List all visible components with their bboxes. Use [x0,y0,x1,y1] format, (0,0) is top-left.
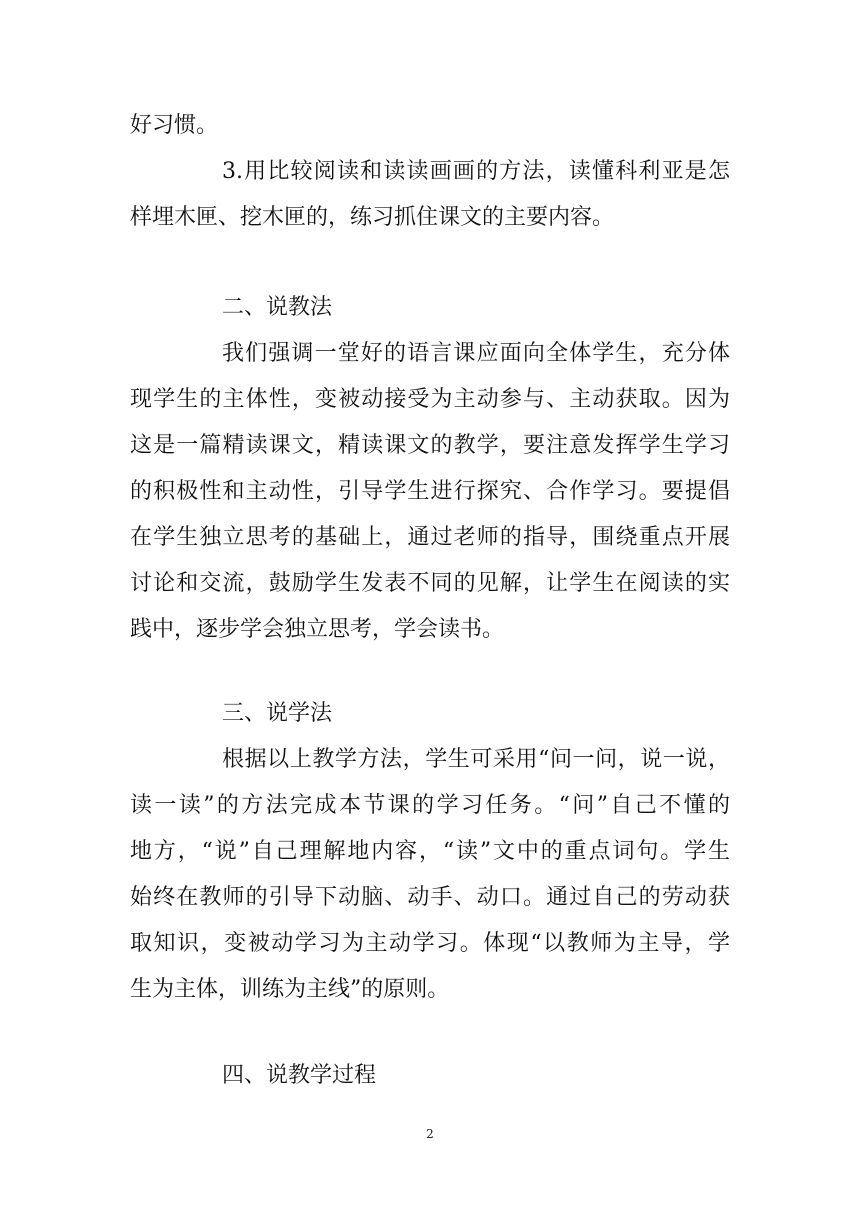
text-line: 取知识，变被动学习为主动学习。体现“以教师为主导，学 [130,931,730,956]
text-line: 始终在教师的引导下动脑、动手、动口。通过自己的劳动获 [130,885,730,910]
text-line: 3.用比较阅读和读读画画的方法，读懂科利亚是怎 [222,159,730,184]
section-heading: 三、说学法 [222,701,333,726]
text-line: 根据以上教学方法，学生可采用“问一问，说一说， [222,747,730,772]
text-line: 践中，逐步学会独立思考，学会读书。 [130,617,505,642]
text-line: 现学生的主体性，变被动接受为主动参与、主动获取。因为 [130,387,730,412]
text-line: 样埋木匣、挖木匣的，练习抓住课文的主要内容。 [130,205,615,230]
text-line: 地方，“说”自己理解地内容，“读”文中的重点词句。学生 [130,839,730,864]
text-line: 在学生独立思考的基础上，通过老师的指导，围绕重点开展 [130,525,730,550]
text-line: 读一读”的方法完成本节课的学习任务。“问”自己不懂的 [130,793,730,818]
section-heading: 四、说教学过程 [222,1063,377,1088]
text-line: 我们强调一堂好的语言课应面向全体学生，充分体 [222,341,730,366]
text-line: 好习惯。 [130,113,219,138]
text-line: 这是一篇精读课文，精读课文的教学，要注意发挥学生学习 [130,433,730,458]
page-number: 2 [426,1127,434,1141]
text-line: 讨论和交流，鼓励学生发表不同的见解，让学生在阅读的实 [130,571,730,596]
section-heading: 二、说教法 [222,295,333,320]
text-line: 的积极性和主动性，引导学生进行探究、合作学习。要提倡 [130,479,730,504]
text-line: 生为主体，训练为主线”的原则。 [130,977,450,1002]
